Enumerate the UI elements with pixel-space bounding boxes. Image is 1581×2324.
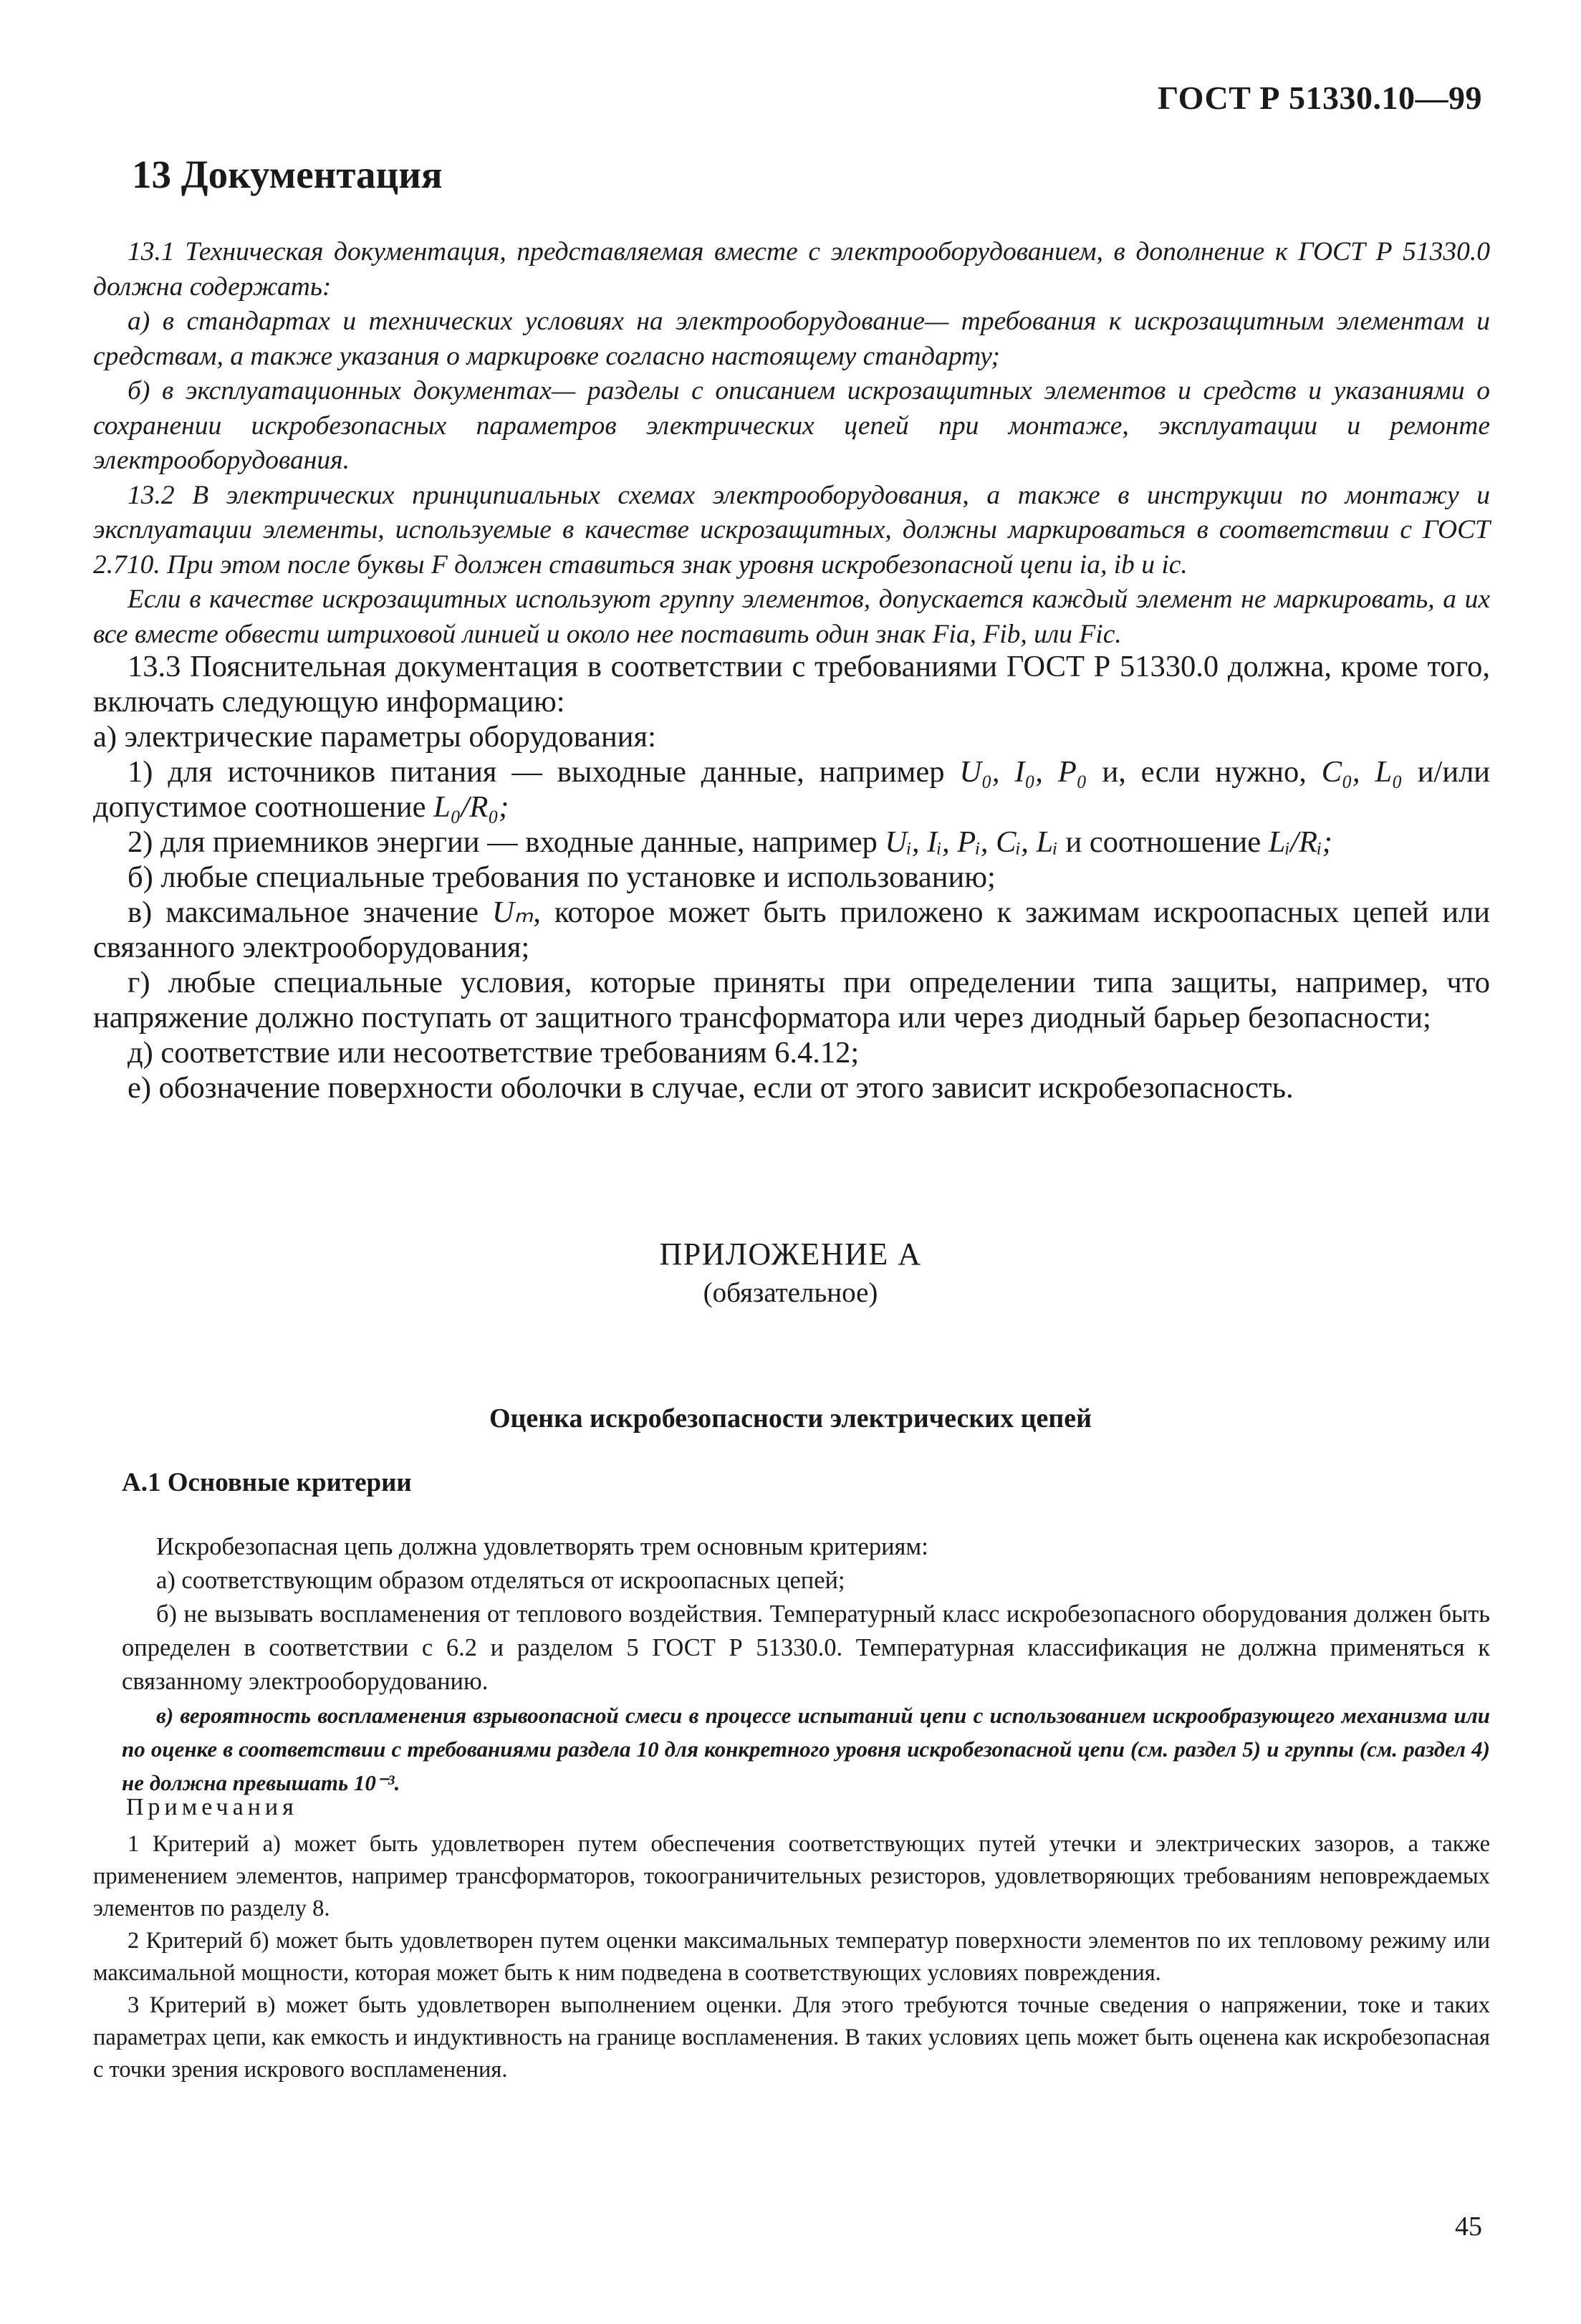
paragraph-13-2: 13.2 В электрических принципиальных схемах электрооборудования, а также в инструкции по монтажу и эксплуатации элементы, используемые в качестве искрозащитных, должны маркироваться в соответствии с ГОСТ 2.710. При этом после буквы F должен ставиться знак уровня искробезопасной цепи ia, ib и ic. xyxy=(93,480,1490,580)
criterion-b: б) не вызывать воспламенения от теплового воздействия. Температурный класс искробезопасного оборудования должен быть определен в соответствии с 6.2 и разделом 5 ГОСТ Р 51330.0. Температурная классификация не должна применяться к связанному электрооборудованию. xyxy=(122,1600,1490,1695)
a2-symbols: Uᵢ, Iᵢ, Pᵢ, Cᵢ, Lᵢ xyxy=(885,825,1058,859)
section-13-3-block xyxy=(93,649,1490,1105)
note-3: 3 Критерий в) может быть удовлетворен выполнением оценки. Для этого требуются точные сведения о напряжении, токе и таких параметрах цепи, как емкость и индуктивность на границе воспламенения. В таких условиях цепь может быть оценена как искробезопасная с точки зрения искрового воспламенения. xyxy=(93,1992,1490,2083)
note-1: 1 Критерий а) может быть удовлетворен путем обеспечения соответствующих путей утечки и электрических зазоров, а также применением элементов, например трансформаторов, токоограничительных резисторов, удовлетворяющих требованиям неповреждаемых элементов по разделу 8. xyxy=(93,1831,1490,1921)
a1-mid: и, если нужно, xyxy=(1102,755,1307,789)
section-13-italic-block xyxy=(93,235,1490,652)
appendix-heading: Оценка искробезопасности электрических цепей xyxy=(489,1403,1092,1434)
a1-symbols-2: C₀, L₀ xyxy=(1321,755,1403,789)
v-symbol: Uₘ, xyxy=(492,895,541,929)
a1-symbols: U₀, I₀, P₀ xyxy=(959,755,1087,789)
subsection-a1-title: А.1 Основные критерии xyxy=(122,1468,412,1497)
notes-title: Примечания xyxy=(126,1794,298,1820)
paragraph-13-1: 13.1 Техническая документация, представляемая вместе с электрооборудованием, в дополнение к ГОСТ Р 51330.0 должна содержать: xyxy=(93,237,1490,302)
paragraph-13-3-e: е) обозначение поверхности оболочки в случае, если от этого зависит искробезопасность. xyxy=(128,1071,1294,1105)
paragraph-13-3-a: а) электрические параметры оборудования: xyxy=(93,720,656,754)
paragraph-13-3-g: г) любые специальные условия, которые приняты при определении типа защиты, например, что напряжение должно поступать от защитного трансформатора или через диодный барьер безопасности; xyxy=(93,966,1490,1034)
notes-block xyxy=(93,1828,1490,2086)
section-13-title: 13 Документация xyxy=(132,153,443,196)
criteria-intro: Искробезопасная цепь должна удовлетворять трем основным критериям: xyxy=(156,1533,928,1560)
a1-text: 1) для источников питания — выходные данные, например xyxy=(128,755,945,789)
paragraph-13-3-b: б) любые специальные требования по установке и использованию; xyxy=(128,860,996,894)
page-number: 45 xyxy=(1455,2212,1482,2242)
v-post: которое может быть приложено к зажимам искроопасных цепей или связанного электрооборудования; xyxy=(93,895,1490,964)
appendix-subtitle: (обязательное) xyxy=(703,1277,878,1308)
a2-end: и соотношение xyxy=(1065,825,1262,859)
paragraph-13-1-a: а) в стандартах и технических условиях на электрооборудование— требования к искрозащитным элементам и средствам, а также указания о маркировке согласно настоящему стандарту; xyxy=(93,307,1490,371)
paragraph-13-3-a2 xyxy=(93,825,1490,860)
paragraph-13-3: 13.3 Пояснительная документация в соответствии с требованиями ГОСТ Р 51330.0 должна, кроме того, включать следующую информацию: xyxy=(93,650,1490,719)
paragraph-13-3-a1 xyxy=(93,754,1490,825)
criterion-v: в) вероятность воспламенения взрывоопасной смеси в процессе испытаний цепи с использованием искрообразующего механизма или по оценке в соответствии с требованиями раздела 10 для конкретного уровня искробезопасной цепи (см. раздел 5) и группы (см. раздел 4) не должна превышать 10⁻³. xyxy=(122,1703,1490,1795)
paragraph-13-1-b: б) в эксплуатационных документах— разделы с описанием искрозащитных элементов и средств и указаниями о сохранении искробезопасных параметров электрических цепей при монтаже, эксплуатации и ремонте электрооборудования. xyxy=(93,376,1490,475)
paragraph-13-2-b: Если в качестве искрозащитных используют группу элементов, допускается каждый элемент не маркировать, а их все вместе обвести штриховой линией и около нее поставить один знак Fia, Fib, или Fic. xyxy=(93,585,1490,649)
v-pre: в) максимальное значение xyxy=(128,895,479,929)
appendix-title: ПРИЛОЖЕНИЕ А xyxy=(659,1237,922,1272)
criteria-block xyxy=(122,1530,1490,1800)
a2-ratio: Lᵢ/Rᵢ; xyxy=(1268,825,1332,859)
criterion-a: а) соответствующим образом отделяться от искроопасных цепей; xyxy=(156,1567,845,1594)
a2-text: 2) для приемников энергии — входные данные, например xyxy=(128,825,878,859)
a1-end: и/или допустимое соотношение xyxy=(93,755,1491,824)
paragraph-13-3-v xyxy=(93,895,1490,965)
note-2: 2 Критерий б) может быть удовлетворен путем оценки максимальных температур поверхности элементов по их тепловому режиму или максимальной мощности, которая может быть к ним подведена в соответствующих условиях повреждения. xyxy=(93,1928,1490,1986)
paragraph-13-3-d: д) соответствие или несоответствие требованиям 6.4.12; xyxy=(128,1036,860,1070)
standard-code: ГОСТ Р 51330.10—99 xyxy=(1158,80,1482,116)
a1-ratio: L₀/R₀; xyxy=(433,790,509,824)
